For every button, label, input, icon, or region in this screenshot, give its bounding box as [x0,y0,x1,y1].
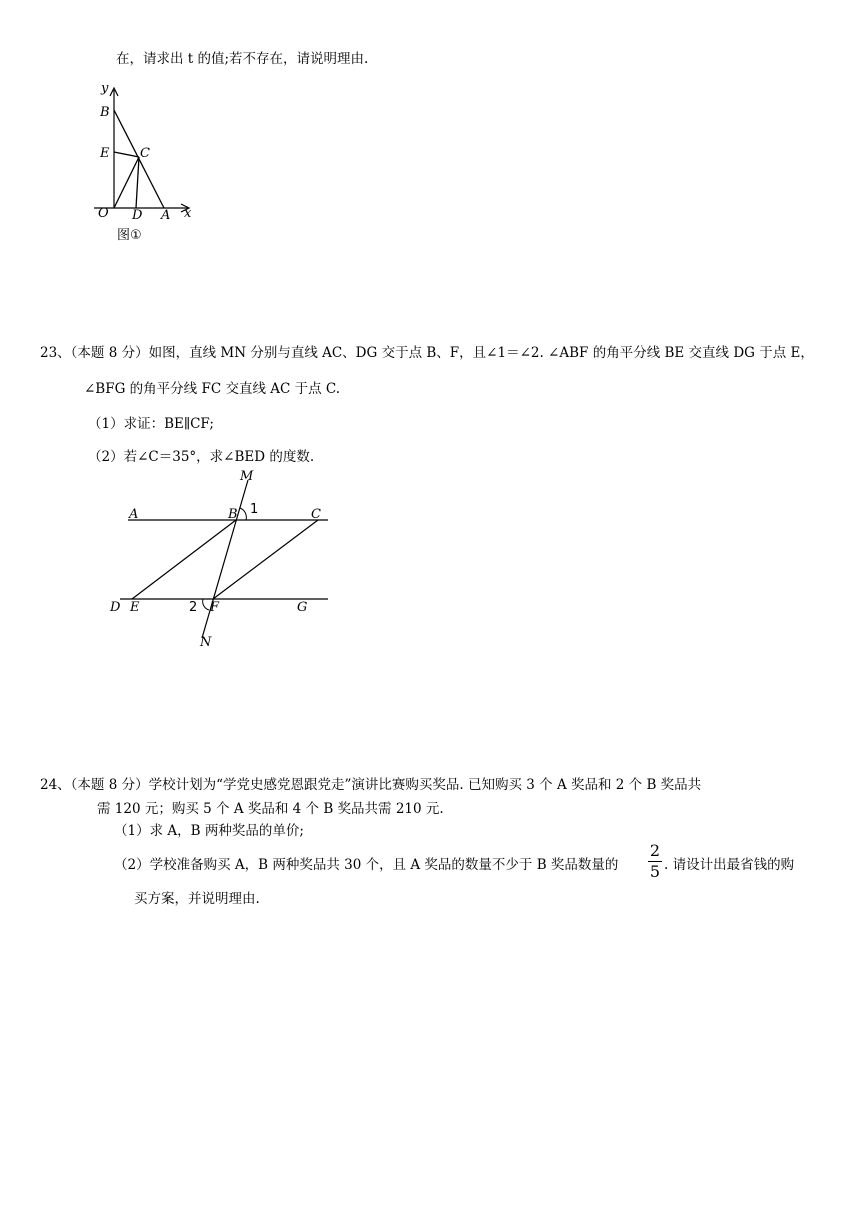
fig1-label-E: E [100,146,110,161]
fig1-label-x: x [184,206,192,221]
fig1-label-B: B [100,105,110,120]
q23-part1: （1）求证：BE∥CF; [88,416,214,432]
q24-fraction-denominator: 5 [649,862,661,881]
q23-label-E: E [130,600,140,615]
q24-part2-after: . 请设计出最省钱的购 [664,857,795,873]
fig1-label-A: A [161,208,171,223]
q23-label-A: A [129,507,139,522]
q24-part1: （1）求 A，B 两种奖品的单价; [114,823,304,839]
q23-parallel-lines-figure [100,468,340,653]
q23-label-C: C [311,507,321,522]
q24-fraction [648,842,662,881]
q23-label-D: D [110,600,121,615]
q23-label-G: G [297,600,308,615]
q23-part2: （2）若∠C＝35°，求∠BED 的度数. [88,449,315,465]
fig1-label-y: y [101,81,109,96]
q23-label-M: M [240,469,254,484]
fig1-label-D: D [132,208,143,223]
q24-stem-line2: 需 120 元；购买 5 个 A 奖品和 4 个 B 奖品共需 210 元. [97,801,444,817]
q23-label-angle1: 1 [250,502,259,517]
fig1-label-O: O [98,206,109,221]
fig1-caption: 图① [117,228,142,243]
q24-part2-continuation: 买方案，并说明理由. [134,891,260,907]
q23-stem-line1: 23、（本题 8 分）如图，直线 MN 分别与直线 AC、DG 交于点 B、F，且∠1＝∠2. ∠ABF 的角平分线 BE 交直线 DG 于点 E， [40,345,814,361]
figure-1-coordinate-diagram [84,80,204,250]
q24-stem-line1: 24、（本题 8 分）学校计划为“学党史感党恩跟党走”演讲比赛购买奖品. 已知购买 3 个 A 奖品和 2 个 B 奖品共 [40,777,702,793]
q23-label-F: F [210,600,220,615]
q24-fraction-numerator: 2 [649,841,661,860]
q23-label-angle2: 2 [189,600,198,615]
q23-label-N: N [200,635,212,650]
q23-label-B: B [228,507,238,522]
q24-part2-before: （2）学校准备购买 A，B 两种奖品共 30 个，且 A 奖品的数量不少于 B 奖品数量的 [114,857,619,873]
q23-stem-line2: ∠BFG 的角平分线 FC 交直线 AC 于点 C. [84,381,341,397]
prev-question-text: 在，请求出 t 的值;若不存在，请说明理由. [116,51,369,67]
fig1-label-C: C [140,146,150,161]
